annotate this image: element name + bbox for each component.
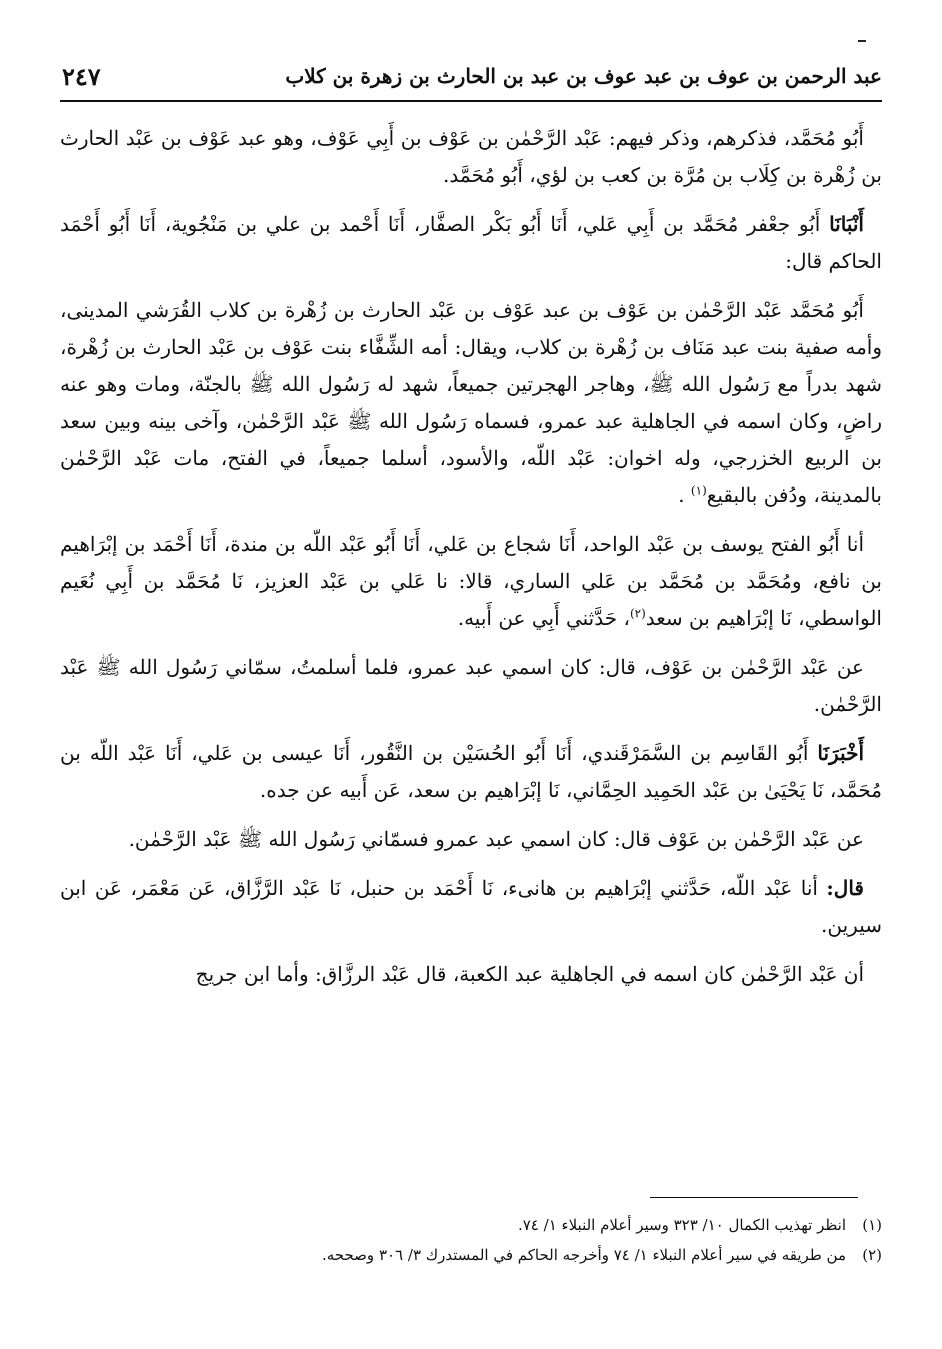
page-header bbox=[60, 62, 882, 96]
running-title: عبد الرحمن بن عوف بن عبد عوف بن عبد بن الحارث بن زهرة بن كلاب bbox=[285, 64, 882, 88]
footnote bbox=[60, 1240, 882, 1270]
paragraph-text: أن عَبْد الرَّحْمٰن كان اسمه في الجاهلية عبد الكعبة، قال عَبْد الرزَّاق: وأما ابن جريج bbox=[195, 962, 864, 986]
footnote-number: (١) bbox=[862, 1216, 882, 1234]
paragraph-text: أَبُو مُحَمَّد، فذكرهم، وذكر فيهم: عَبْد الرَّحْمٰن بن عَوْف بن أَبِي عَوْف، وهو عبد عَوْف بن عَبْد الحارث بن زُهْرة بن كِلَاب بن مُرَّة بن كعب بن لؤي، أَبُو مُحَمَّد. bbox=[60, 126, 882, 187]
footnote-marker: (٢) bbox=[629, 606, 646, 621]
paragraph-text: أنا أَبُو الفتح يوسف بن عَبْد الواحد، أَنَا شجاع بن عَلي، أَنَا أَبُو عَبْد اللّه بن مندة، أَنَا أَحْمَد بن إبْرَاهيم بن نافع، ومُحَمَّد بن مُحَمَّد بن عَلي الساري، قالا: نا عَلي بن عَبْد العزيز، نَا مُحَمَّد بن أَبِي نُعَيم الواسطي، نَا إبْرَاهيم بن سعد bbox=[60, 532, 882, 630]
paragraph bbox=[60, 956, 882, 993]
paragraph-lead-word: أَخْبَرَنَا bbox=[817, 741, 864, 765]
header-rule bbox=[60, 100, 882, 102]
corner-mark bbox=[858, 40, 866, 42]
paragraph-lead-word: قال: bbox=[826, 876, 864, 900]
paragraph-text: أَبُو جعْفر مُحَمَّد بن أَبِي عَلي، أَنَا أَبُو بَكْر الصفَّار، أَنَا أَحْمد بن علي بن مَنْجُوية، أَنَا أَبُو أَحْمَد الحاكم قال: bbox=[60, 212, 882, 273]
paragraph bbox=[60, 821, 882, 858]
footnotes bbox=[60, 1210, 882, 1270]
paragraph bbox=[60, 292, 882, 514]
footnote-number: (٢) bbox=[862, 1246, 882, 1264]
paragraph bbox=[60, 870, 882, 944]
paragraph-text: أَبُو مُحَمَّد عَبْد الرَّحْمٰن بن عَوْف بن عبد عَوْف بن عَبْد الحارث بن زُهْرة بن كلاب القُرَشي المدينى، وأمه صفية بنت عبد مَنَاف بن زُهْرة بن كلاب، ويقال: أمه الشِّفَّاء بنت عَوْف بن عَبْد الحارث بن زُهْرة، شهد بدراً مع رَسُول الله ﷺ، وهاجر الهجرتين جميعاً، شهد له رَسُول الله ﷺ بالجنّة، ومات وهو عنه راضٍ، وكان اسمه في الجاهلية عبد عمرو، فسماه رَسُول الله ﷺ عَبْد الرَّحْمٰن، وآخى بينه وبين سعد بن الربيع الخزرجي، وله اخوان: عَبْد اللّه، والأسود، أسلما جميعاً، في الفتح، مات عَبْد الرَّحْمٰن بالمدينة، ودُفن بالبقيع bbox=[60, 298, 882, 507]
footnote-rule bbox=[650, 1197, 858, 1198]
page-number: ٢٤٧ bbox=[62, 62, 101, 91]
paragraph bbox=[60, 120, 882, 194]
main-text bbox=[60, 120, 882, 1005]
paragraph bbox=[60, 649, 882, 723]
paragraph-text: أَبُو القَاسِم بن السَّمَرْقَندي، أَنَا أَبُو الحُسَيْن بن النَّقُور، أَنَا عيسى بن عَلي، أَنَا عَبْد اللّه بن مُحَمَّد، نَا يَحْيَىٰ بن عَبْد الحَمِيد الحِمَّاني، نَا إبْرَاهيم بن سعد، عَن أَبيه عن جده. bbox=[60, 741, 882, 802]
paragraph-text: عن عَبْد الرَّحْمٰن بن عَوْف قال: كان اسمي عبد عمرو فسمّاني رَسُول الله ﷺ عَبْد الرَّحْمٰن. bbox=[128, 827, 864, 851]
paragraph-text-tail: ، حَدَّثني أَبِي عن أَبيه. bbox=[457, 606, 630, 630]
paragraph-text: عن عَبْد الرَّحْمٰن بن عَوْف، قال: كان اسمي عبد عمرو، فلما أسلمتُ، سمّاني رَسُول الله ﷺ عَبْد الرَّحْمٰن. bbox=[60, 655, 882, 716]
paragraph bbox=[60, 206, 882, 280]
paragraph bbox=[60, 526, 882, 637]
paragraph-text: أنا عَبْد اللّه، حَدَّثني إبْرَاهيم بن هانىء، نَا أَحْمَد بن حنبل، نَا عَبْد الرَّزَّاق، عَن مَعْمَر، عَن ابن سيرين. bbox=[60, 876, 882, 937]
footnote-marker: (١) bbox=[690, 483, 707, 498]
footnote-text: من طريقه في سير أعلام النبلاء ١/ ٧٤ وأخرجه الحاكم في المستدرك ٣/ ٣٠٦ وصححه. bbox=[322, 1246, 846, 1264]
footnote-text: انظر تهذيب الكمال ١٠/ ٣٢٣ وسير أعلام النبلاء ١/ ٧٤. bbox=[517, 1216, 846, 1234]
footnote bbox=[60, 1210, 882, 1240]
paragraph-lead-word: أَنْبَانَا bbox=[829, 212, 864, 236]
paragraph bbox=[60, 735, 882, 809]
paragraph-text-tail: . bbox=[678, 483, 691, 507]
